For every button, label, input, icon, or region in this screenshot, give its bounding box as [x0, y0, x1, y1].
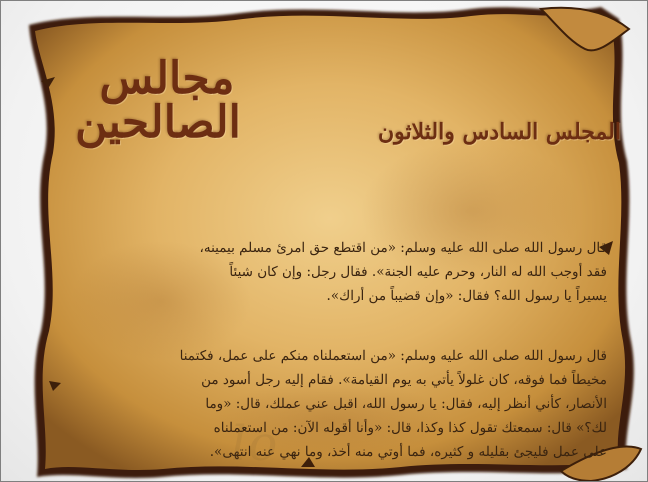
logo-title-line-2: الصالحين	[75, 97, 241, 148]
paragraph-line: قال رسول الله صلى الله عليه وسلم: «من اقتطع حق امرئ مسلم بيمينه،	[199, 240, 607, 256]
hadith-paragraph-1	[87, 236, 607, 308]
paragraph-line: فقد أوجب الله له النار، وحرم عليه الجنة». فقال رجل: وإن كان شيئاً	[229, 264, 607, 280]
paragraph-line: على عمل فليجئ بقليله و كثيره، فما أوتي منه أخذ، وما نهي عنه انتهى».	[209, 444, 607, 460]
session-title: المجلس السادس والثلاثون	[377, 119, 621, 145]
paragraph-line: الأنصار، كأني أنظر إليه، فقال: يا رسول الله، اقبل عني عملك، قال: «وما	[205, 396, 607, 412]
hadith-paragraph-2	[87, 344, 607, 464]
paragraph-line: مخيطاً فما فوقه، كان غلولاً يأتي به يوم القيامة». فقام إليه رجل أسود من	[201, 372, 607, 388]
logo-title-line-1: مجالس	[99, 53, 235, 104]
paragraph-line: قال رسول الله صلى الله عليه وسلم: «من استعملناه منكم على عمل، فكتمنا	[179, 348, 607, 364]
paragraph-line: لك؟» قال: سمعتك تقول كذا وكذا، قال: «وأنا أقوله الآن: من استعملناه	[213, 420, 607, 436]
watermark-text: lo	[231, 416, 280, 472]
paragraph-line: يسيراً يا رسول الله؟ فقال: «وإن قضيباً من أراك».	[326, 288, 607, 304]
